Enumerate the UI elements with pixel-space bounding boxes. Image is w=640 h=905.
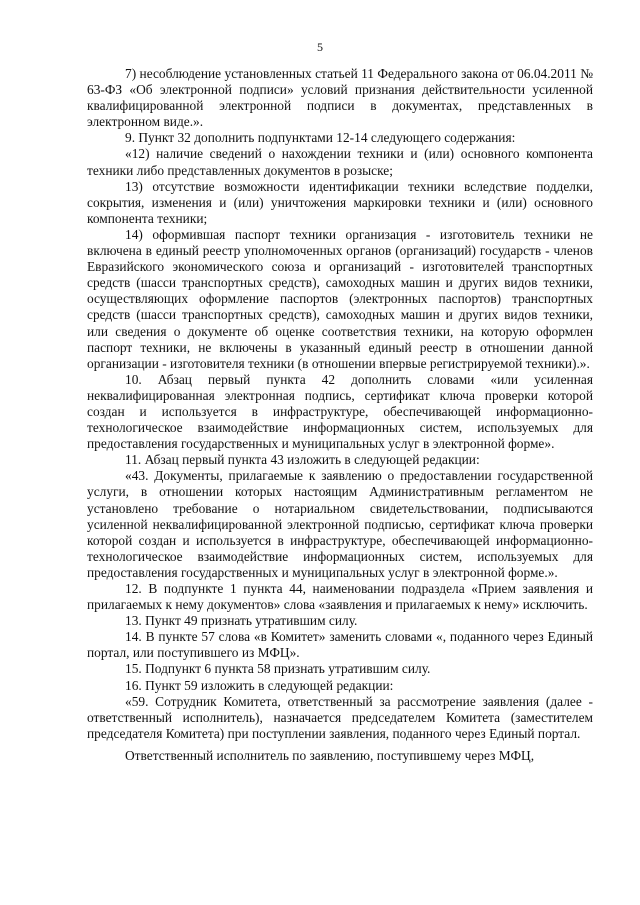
paragraph: 11. Абзац первый пункта 43 изложить в следующей редакции: — [125, 452, 480, 468]
page-number: 5 — [317, 40, 323, 54]
paragraph: 9. Пункт 32 дополнить подпунктами 12-14 следующего содержания: — [125, 130, 516, 146]
paragraph: Ответственный исполнитель по заявлению, поступившему через МФЦ, — [125, 747, 535, 763]
paragraph: 10. Абзац первый пункта 42 дополнить словами «или усиленная неквалифицированная электронная подпись, сертификат ключа проверки которой создан и используется в инфраструктуре, обеспечивающей информационно-технологическое взаимодействие информационных систем, используемых для предоставления государственных и муниципальных услуг в электронной форме». — [87, 371, 593, 452]
paragraph: «43. Документы, прилагаемые к заявлению о предоставлении государственной услуги, в отношении которых настоящим Административным регламентом не установлено требование о нотариальном свидетельствовании, подписываются усиленной неквалифицированной электронной подписью, сертификат ключа проверки которой создан и используется в инфраструктуре, обеспечивающей информационно-технологическое взаимодействие информационных систем, используемых для предоставления государственных и муниципальных услуг в электронной форме.». — [87, 468, 593, 580]
paragraph: 14) оформившая паспорт техники организация - изготовитель техники не включена в единый реестр уполномоченных органов (организаций) государств - членов Евразийского экономического союза и организаций - изготовителей транспортных средств (шасси транспортных средств), самоходных машин и других видов техники, осуществляющих оформление паспортов (электронных паспортов) транспортных средств (шасси транспортных средств), самоходных машин и других видов техники, или сведения о документе об оценке соответствия техники, на которую оформлен паспорт техники, не включены в указанный единый реестр в отношении данной организации - изготовителя техники (в отношении впервые регистрируемой техники).». — [87, 226, 593, 371]
paragraph: 15. Подпункт 6 пункта 58 признать утратившим силу. — [125, 661, 431, 677]
paragraph: «12) наличие сведений о нахождении техники и (или) основного компонента техники либо представленных документов в розыске; — [87, 146, 593, 178]
paragraph: 14. В пункте 57 слова «в Комитет» заменить словами «, поданного через Единый портал, или поступившего из МФЦ». — [87, 629, 593, 661]
paragraph: 13. Пункт 49 признать утратившим силу. — [125, 613, 358, 629]
paragraph: 16. Пункт 59 изложить в следующей редакции: — [125, 677, 394, 693]
paragraph: «59. Сотрудник Комитета, ответственный за рассмотрение заявления (далее - ответственный исполнитель), назначается председателем Комитета (заместителем председателя Комитета) при поступлении заявления, поданного через Единый портал. — [87, 693, 593, 741]
paragraph: 7) несоблюдение установленных статьей 11 Федерального закона от 06.04.2011 № 63-ФЗ «Об электронной подписи» условий признания действительности усиленной квалифицированной электронной подписи в документах, представленных в электронном виде.». — [87, 66, 593, 130]
paragraph: 12. В подпункте 1 пункта 44, наименовании подраздела «Прием заявления и прилагаемых к нему документов» слова «заявления и прилагаемых к нему» исключить. — [87, 581, 593, 613]
paragraph: 13) отсутствие возможности идентификации техники вследствие подделки, сокрытия, изменения и (или) уничтожения маркировки техники и (или) основного компонента техники; — [87, 178, 593, 226]
document-body — [87, 66, 593, 764]
